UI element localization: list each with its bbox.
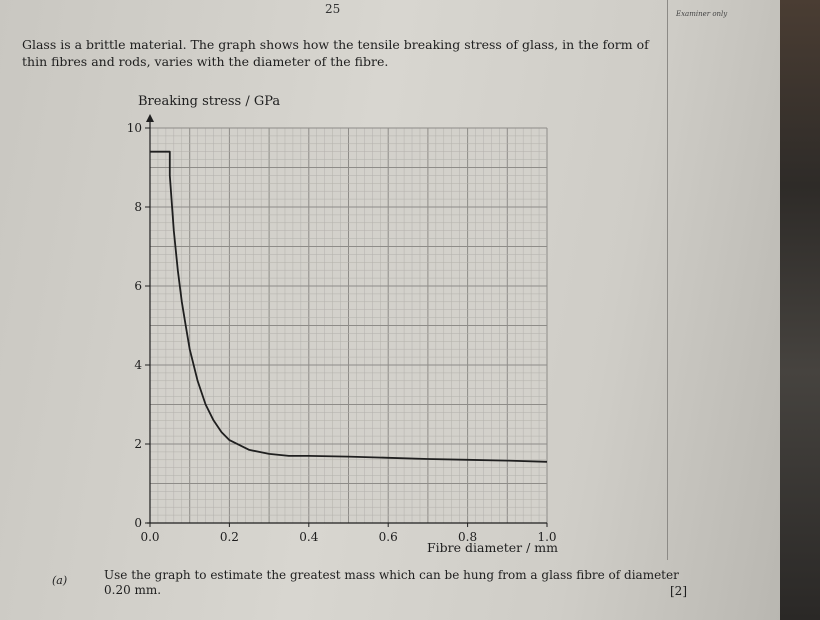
examiner-margin-header: Examiner only bbox=[676, 10, 728, 18]
x-axis-title: Fibre diameter / mm bbox=[427, 540, 558, 555]
y-axis-arrow bbox=[146, 114, 154, 122]
x-tick-label: 0.4 bbox=[299, 530, 319, 544]
x-tick-label: 0.8 bbox=[458, 530, 478, 544]
x-tick-label: 0.6 bbox=[378, 530, 398, 544]
y-tick-label: 4 bbox=[134, 358, 142, 372]
x-tick-label: 0.0 bbox=[140, 530, 160, 544]
marks-label: [2] bbox=[670, 584, 687, 598]
question-label: (a) bbox=[52, 574, 68, 587]
x-tick-label: 1.0 bbox=[537, 530, 557, 544]
x-tick-label: 0.2 bbox=[219, 530, 239, 544]
intro-text: Glass is a brittle material. The graph shows how the tensile breaking stress of glass, in the form of thin fibres and rods, varies with the diameter of the fibre. bbox=[22, 37, 649, 69]
y-axis-title: Breaking stress / GPa bbox=[138, 94, 281, 109]
question-text: Use the graph to estimate the greatest mass which can be hung from a glass fibre of diameter 0.20 mm. bbox=[104, 568, 679, 597]
background-object bbox=[780, 0, 820, 620]
y-tick-label: 0 bbox=[134, 516, 142, 530]
y-tick-label: 10 bbox=[126, 121, 142, 135]
y-tick-label: 8 bbox=[134, 200, 142, 214]
y-tick-label: 2 bbox=[134, 437, 142, 451]
y-tick-label: 6 bbox=[134, 279, 142, 293]
page-number: 25 bbox=[325, 2, 341, 16]
